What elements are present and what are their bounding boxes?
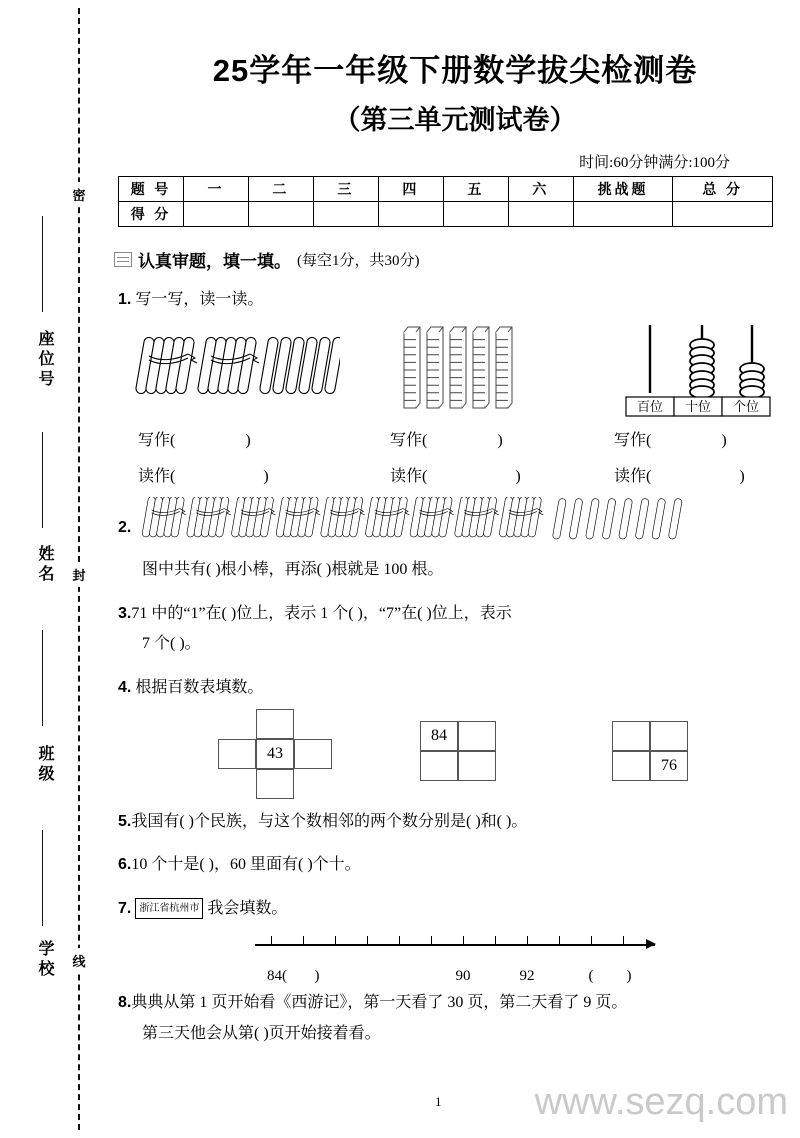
q1-read-a-close: ) [263,468,269,486]
figure-rods-group-b [402,324,520,419]
question-7 [118,894,800,924]
list-lines-icon [114,252,132,267]
seal-char-3: 线 [68,948,90,973]
q4-grid2-tr[interactable] [458,721,496,751]
number-line-label-90: 90 [455,968,471,985]
exam-page [100,0,800,1138]
question-8-line-1 [118,988,800,1018]
figure-abacus-group-c [612,319,800,424]
seal-field-school: 学校 [36,940,53,980]
question-8-text-1: 典典从第 1 页开始看《西游记》，第一天看了 30 页，第二天看了 9 页。 [131,994,628,1012]
question-4 [118,673,800,703]
score-table-row-label-0: 题 号 [119,177,184,202]
question-5-text: 我国有( )个民族，与这个数相邻的两个数分别是( )和( )。 [131,812,528,830]
sticks-bundle-pair-icon [130,336,340,414]
question-3-line-2[interactable]: 7 个( )。 [142,635,201,653]
number-line-tick-6 [431,936,432,944]
q1-read-c-label: 读作( [614,468,652,486]
q1-read-c-close: ) [739,468,745,486]
q4-grid2-tl: 84 [420,721,458,751]
question-3 [118,599,800,660]
score-table-col-total: 总 分 [673,177,773,202]
score-table-col-challenge: 挑战题 [573,177,673,202]
region-tag: 浙江省杭州市 [135,898,203,919]
seal-field-rule-2 [42,432,43,528]
number-line-tick-9 [527,936,528,944]
question-6[interactable] [118,850,800,880]
q1-write-b-label: 写作( [390,432,428,450]
q1-write-c-close: ) [721,432,727,450]
watermark: www.sezq.com [534,1081,788,1123]
seal-char-1: 密 [68,182,90,207]
q1-read-c[interactable] [614,463,745,486]
exam-meta: 时间:60分钟满分:100分 [579,155,730,171]
number-line-tick-2 [303,936,304,944]
q1-read-b-label: 读作( [390,468,428,486]
section-label: 认真审题，填一填。 [138,252,291,271]
page-title: 25学年一年级下册数学拔尖检测卷 [212,53,698,88]
score-table-col-0: 一 [183,177,248,202]
question-1 [118,285,800,315]
q4-cross-right[interactable] [294,739,332,769]
figure-sticks-group-a [130,336,340,419]
seal-field-seat-no: 座位号 [36,330,53,390]
score-table-col-4: 五 [443,177,508,202]
sticks-nine-bundles-icon [138,497,748,553]
q4-cross-top[interactable] [256,709,294,739]
question-2-figures [100,497,800,553]
score-cell-4[interactable] [443,202,508,227]
q1-read-a[interactable] [138,463,269,486]
q1-read-a-label: 读作( [138,468,176,486]
number-line-tick-7 [463,936,464,944]
number-line-tick-10 [559,936,560,944]
q1-write-row [118,427,800,455]
question-3-line-1[interactable] [118,599,800,629]
score-table-col-1: 二 [248,177,313,202]
number-line-tick-4 [367,936,368,944]
score-table-row-label-1: 得 分 [119,202,184,227]
number-line-label-92: 92 [519,968,535,985]
q1-read-row [118,463,800,491]
q4-cross-bottom[interactable] [256,769,294,799]
number-line-tick-3 [335,936,336,944]
question-6-number: 6. [118,856,132,874]
question-4-number: 4. [118,678,132,696]
table-row-scores [119,202,773,227]
number-line-blank-close2: ) [626,968,632,985]
q4-grid3-tl[interactable] [612,721,650,751]
seal-char-2: 封 [68,562,90,587]
seal-margin [0,0,100,1138]
q4-grid3-tr[interactable] [650,721,688,751]
question-5[interactable] [118,807,800,837]
question-8 [118,988,800,1049]
number-line-tick-11 [591,936,592,944]
abacus-icon [612,319,792,419]
q4-cross-center: 43 [256,739,294,769]
question-4-text: 根据百数表填数。 [135,678,264,696]
seal-field-rule-3 [42,630,43,726]
number-line-tick-5 [399,936,400,944]
question-3-text-1: 71 中的“1”在( )位上，表示 1 个( )，“7”在( )位上，表示 [131,604,512,622]
number-line-tick-8 [495,936,496,944]
question-5-number: 5. [118,812,132,830]
number-line-axis [255,944,655,985]
question-7-number-line[interactable] [100,926,800,985]
score-cell-3[interactable] [378,202,443,227]
question-2-text: 图中共有( )根小棒，再添( )根就是 100 根。 [142,561,444,579]
q1-write-b[interactable] [390,427,503,450]
page-number: 1 [435,1094,442,1109]
seal-field-name: 姓名 [36,545,53,585]
score-table [118,176,773,227]
page-subtitle: （第三单元测试卷） [333,105,577,135]
q1-read-b[interactable] [390,463,521,486]
table-row-headers [119,177,773,202]
q4-cross-left[interactable] [218,739,256,769]
question-1-text: 写一写，读一读。 [135,291,264,308]
score-cell-2[interactable] [313,202,378,227]
question-7-number: 7. [118,899,132,917]
number-line-label-84: 84( [267,968,287,985]
score-cell-challenge[interactable] [573,202,673,227]
q1-write-b-close: ) [497,432,503,450]
score-cell-1[interactable] [248,202,313,227]
q4-grid2-br[interactable] [458,751,496,781]
question-4-figures [100,709,800,801]
question-7-text: 我会填数。 [207,899,288,917]
seal-field-class: 班级 [36,745,53,785]
q1-write-a[interactable] [138,427,251,450]
base-ten-rods-icon [402,324,520,414]
number-line-blank-close: ) [314,968,320,985]
section-header-1 [114,247,800,272]
number-line-arrow-icon [646,939,656,949]
number-line-tick-1 [271,936,272,944]
score-table-col-3: 四 [378,177,443,202]
abacus-col-hundreds: 百位 [636,399,664,415]
score-table-col-5: 六 [508,177,573,202]
q4-grid3-bl[interactable] [612,751,650,781]
score-cell-5[interactable] [508,202,573,227]
abacus-col-ones: 个位 [732,399,760,415]
score-cell-total[interactable] [673,202,773,227]
question-6-text: 10 个十是( )，60 里面有( )个十。 [131,856,361,874]
q1-write-c[interactable] [614,427,727,450]
seal-field-rule-4 [42,830,43,926]
question-1-figures [100,319,800,419]
q1-write-a-label: 写作( [138,432,176,450]
q1-write-c-label: 写作( [614,432,652,450]
question-3-number: 3. [118,604,132,622]
score-cell-0[interactable] [183,202,248,227]
q4-grid2-bl[interactable] [420,751,458,781]
q1-read-b-close: ) [515,468,521,486]
score-table-col-2: 三 [313,177,378,202]
number-line-blank-open2: ( [588,968,594,985]
q1-write-a-close: ) [245,432,251,450]
section-points: (每空1分，共30分) [297,253,420,269]
question-8-line-2[interactable]: 第三天他会从第( )页开始接着看。 [142,1024,381,1042]
question-1-number: 1. [118,291,132,308]
question-8-number: 8. [118,994,132,1012]
q4-grid3-br: 76 [650,751,688,781]
number-line-tick-12 [623,936,624,944]
abacus-col-tens: 十位 [684,399,712,415]
question-2-text-line[interactable] [142,555,800,585]
question-2-number: 2. [118,519,132,537]
seal-field-rule-1 [42,216,43,312]
